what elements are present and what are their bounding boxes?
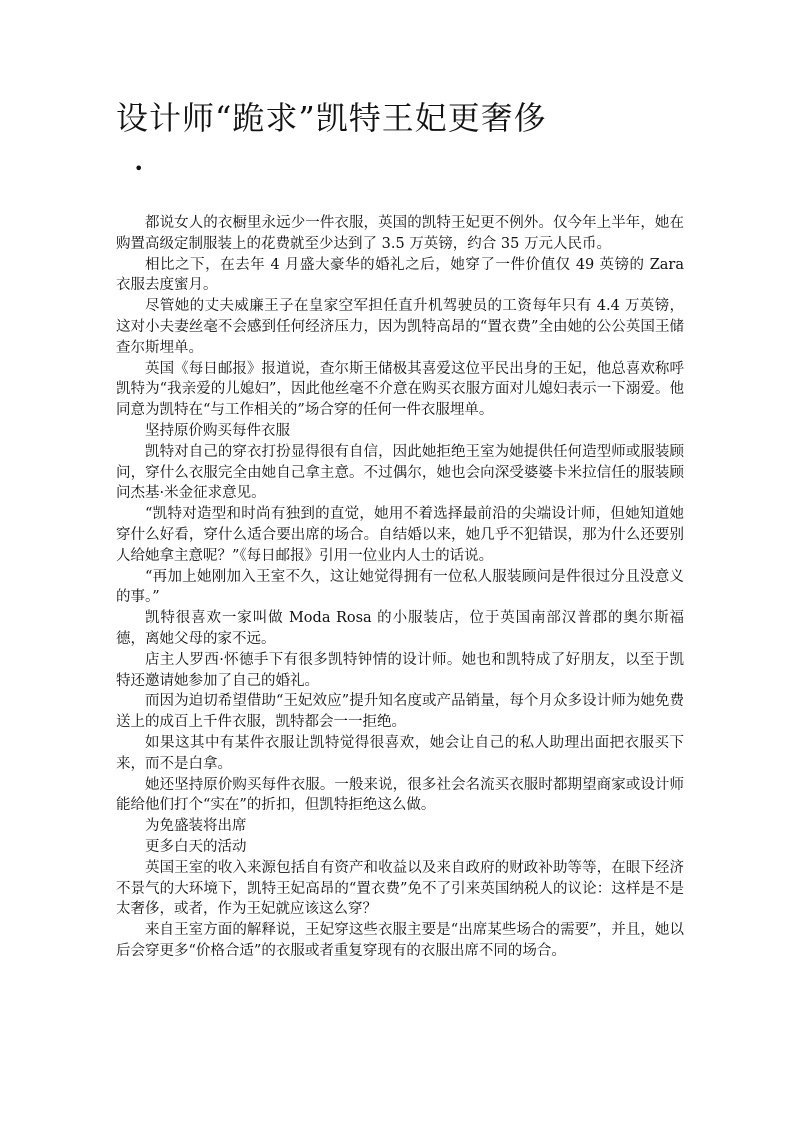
section-subheading: 坚持原价购买每件衣服 — [145, 422, 290, 439]
body-paragraph: 而因为迫切希望借助“王妃效应”提升知名度或产品销量，每个月众多设计师为她免费送上的成百上千件衣服，凯特都会一一拒绝。 — [116, 693, 684, 731]
body-paragraph: 尽管她的丈夫威廉王子在皇家空军担任直升机驾驶员的工资每年只有 4.4 万英镑，这对小夫妻丝毫不会感到任何经济压力，因为凯特高昂的“置衣费”全由她的公公英国王储查尔斯埋单。 — [116, 298, 684, 356]
body-paragraph: 如果这其中有某件衣服让凯特觉得很喜欢，她会让自己的私人助理出面把衣服买下来，而不是白拿。 — [116, 734, 684, 772]
section-subheading: 为免盛装将出席 — [145, 818, 247, 835]
body-paragraph: 来自王室方面的解释说，王妃穿这些衣服主要是“出席某些场合的需要”，并且，她以后会穿更多“价格合适”的衣服或者重复穿现有的衣服出席不同的场合。 — [116, 922, 684, 959]
body-paragraph: 英国《每日邮报》报道说，查尔斯王储极其喜爱这位平民出身的王妃，他总喜欢称呼凯特为“我亲爱的儿媳妇”，因此他丝毫不介意在购买衣服方面对儿媳妇表示一下溺爱。他同意为凯特在“与工作相关的”场合穿的任何一件衣服埋单。 — [116, 360, 684, 419]
bullet-marker: • — [134, 159, 144, 178]
body-paragraph: “凯特对造型和时尚有独到的直觉，她用不着选择最前沿的尖端设计师，但她知道她穿什么好看，穿什么适合要出席的场合。自结婚以来，她几乎不犯错误，那为什么还要别人给她拿主意呢？”《每日邮报》引用一位业内人士的话说。 — [116, 506, 684, 564]
body-paragraph: “再加上她刚加入王室不久，这让她觉得拥有一位私人服装顾问是件很过分且没意义的事。” — [116, 568, 684, 606]
section-subheading: 更多白天的活动 — [145, 838, 247, 855]
body-paragraph: 相比之下，在去年 4 月盛大豪华的婚礼之后，她穿了一件价值仅 49 英镑的 Zara 衣服去度蜜月。 — [116, 256, 684, 294]
body-paragraph: 凯特很喜欢一家叫做 Moda Rosa 的小服装店，位于英国南部汉普郡的奥尔斯福德，离她父母的家不远。 — [116, 610, 684, 647]
body-paragraph: 英国王室的收入来源包括自有资产和收益以及来自政府的财政补助等等，在眼下经济不景气的大环境下，凯特王妃高昂的“置衣费”免不了引来英国纳税人的议论：这样是不是太奢侈，或者，作为王妃就应该这么穿？ — [116, 859, 684, 918]
article-title: 设计师“跪求”凯特王妃更奢侈 — [116, 99, 547, 137]
body-paragraph: 她还坚持原价购买每件衣服。一般来说，很多社会名流买衣服时都期望商家或设计师能给他们打个“实在”的折扣，但凯特拒绝这么做。 — [116, 776, 684, 814]
body-paragraph: 都说女人的衣橱里永远少一件衣服，英国的凯特王妃更不例外。仅今年上半年，她在购置高级定制服装上的花费就至少达到了 3.5 万英镑，约合 35 万元人民币。 — [116, 215, 684, 252]
body-paragraph: 凯特对自己的穿衣打扮显得很有自信，因此她拒绝王室为她提供任何造型师或服装顾问，穿什么衣服完全由她自己拿主意。不过偶尔，她也会向深受婆婆卡米拉信任的服装顾问杰基·米金征求意见。 — [116, 443, 684, 502]
article-body — [116, 213, 684, 962]
body-paragraph: 店主人罗西·怀德手下有很多凯特钟情的设计师。她也和凯特成了好朋友，以至于凯特还邀请她参加了自己的婚礼。 — [116, 651, 684, 689]
